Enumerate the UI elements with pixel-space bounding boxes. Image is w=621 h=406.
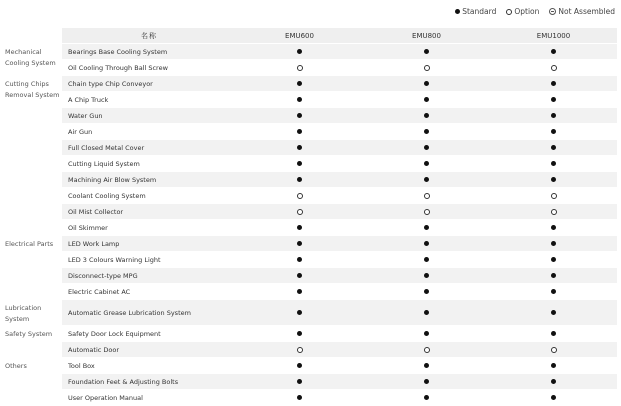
legend-standard	[455, 7, 496, 16]
feature-name: Full Closed Metal Cover	[62, 140, 236, 156]
hollow-circle-icon	[506, 9, 512, 15]
availability-cell	[363, 108, 490, 124]
availability-cell	[490, 374, 617, 390]
filled-dot-icon	[551, 145, 556, 150]
availability-cell	[363, 284, 490, 300]
filled-dot-icon	[424, 129, 429, 134]
hollow-circle-icon	[297, 193, 303, 199]
hollow-circle-icon	[424, 65, 430, 71]
availability-cell	[490, 300, 617, 326]
header-name: 名称	[62, 28, 236, 44]
filled-dot-icon	[424, 97, 429, 102]
availability-cell	[490, 204, 617, 220]
filled-dot-icon	[551, 331, 556, 336]
filled-dot-icon	[297, 49, 302, 54]
filled-dot-icon	[424, 161, 429, 166]
filled-dot-icon	[297, 113, 302, 118]
filled-dot-icon	[551, 379, 556, 384]
availability-cell	[363, 92, 490, 108]
availability-cell	[490, 92, 617, 108]
availability-cell	[236, 252, 363, 268]
header-model-emu600: EMU600	[236, 28, 363, 44]
legend-not-assembled-label: Not Assembled	[558, 7, 615, 16]
category-label: Mechanical Cooling System	[4, 44, 62, 76]
feature-name: Automatic Grease Lubrication System	[62, 300, 236, 326]
table-row	[4, 124, 617, 140]
table-row	[4, 140, 617, 156]
availability-cell	[363, 204, 490, 220]
filled-dot-icon	[297, 241, 302, 246]
filled-dot-icon	[551, 129, 556, 134]
availability-cell	[490, 60, 617, 76]
filled-dot-icon	[424, 241, 429, 246]
feature-name: Cutting Liquid System	[62, 156, 236, 172]
category-label: Safety System	[4, 326, 62, 358]
availability-cell	[236, 108, 363, 124]
legend-option	[506, 7, 539, 16]
feature-name: Oil Mist Collector	[62, 204, 236, 220]
filled-dot-icon	[551, 49, 556, 54]
feature-name: Automatic Door	[62, 342, 236, 358]
availability-cell	[236, 140, 363, 156]
legend-option-label: Option	[514, 7, 540, 16]
minus-circle-icon	[549, 8, 556, 15]
table-row	[4, 390, 617, 406]
table-row	[4, 172, 617, 188]
filled-dot-icon	[297, 97, 302, 102]
availability-cell	[363, 44, 490, 60]
availability-cell	[363, 156, 490, 172]
filled-dot-icon	[424, 310, 429, 315]
feature-name: Chain type Chip Conveyor	[62, 76, 236, 92]
table-row	[4, 236, 617, 252]
feature-name: Tool Box	[62, 358, 236, 374]
feature-name: Machining Air Blow System	[62, 172, 236, 188]
availability-cell	[236, 358, 363, 374]
availability-cell	[490, 220, 617, 236]
header-model-emu1000: EMU1000	[490, 28, 617, 44]
availability-cell	[236, 374, 363, 390]
filled-dot-icon	[424, 81, 429, 86]
filled-dot-icon	[551, 161, 556, 166]
availability-cell	[363, 252, 490, 268]
filled-dot-icon	[551, 395, 556, 400]
feature-name: LED 3 Colours Warning Light	[62, 252, 236, 268]
feature-name: Oil Skimmer	[62, 220, 236, 236]
filled-dot-icon	[424, 395, 429, 400]
table-row	[4, 220, 617, 236]
availability-cell	[236, 156, 363, 172]
hollow-circle-icon	[551, 65, 557, 71]
header-row	[4, 28, 617, 44]
availability-cell	[236, 188, 363, 204]
hollow-circle-icon	[551, 209, 557, 215]
availability-cell	[236, 284, 363, 300]
filled-dot-icon	[297, 363, 302, 368]
category-label: Lubrication System	[4, 300, 62, 326]
table-row	[4, 342, 617, 358]
availability-cell	[490, 156, 617, 172]
filled-dot-icon	[424, 177, 429, 182]
legend-not-assembled	[549, 7, 615, 16]
filled-dot-icon	[297, 129, 302, 134]
hollow-circle-icon	[551, 347, 557, 353]
filled-dot-icon	[551, 97, 556, 102]
spec-table-body	[4, 44, 617, 406]
availability-cell	[490, 252, 617, 268]
availability-cell	[490, 326, 617, 342]
filled-dot-icon	[424, 49, 429, 54]
hollow-circle-icon	[297, 65, 303, 71]
availability-cell	[363, 76, 490, 92]
availability-cell	[236, 76, 363, 92]
table-row	[4, 374, 617, 390]
table-row	[4, 188, 617, 204]
filled-dot-icon	[297, 225, 302, 230]
availability-cell	[490, 188, 617, 204]
filled-dot-icon	[297, 273, 302, 278]
table-row	[4, 44, 617, 60]
category-label: Electrical Parts	[4, 236, 62, 300]
filled-dot-icon	[297, 331, 302, 336]
availability-cell	[236, 326, 363, 342]
header-blank-cell	[4, 28, 62, 44]
category-label: Cutting Chips Removal System	[4, 76, 62, 236]
table-row	[4, 268, 617, 284]
filled-dot-icon	[551, 289, 556, 294]
hollow-circle-icon	[297, 347, 303, 353]
filled-dot-icon	[551, 273, 556, 278]
filled-dot-icon	[551, 225, 556, 230]
availability-cell	[363, 220, 490, 236]
availability-cell	[236, 268, 363, 284]
filled-dot-icon	[551, 113, 556, 118]
feature-name: Electric Cabinet AC	[62, 284, 236, 300]
availability-cell	[236, 60, 363, 76]
filled-dot-icon	[297, 257, 302, 262]
header-model-emu800: EMU800	[363, 28, 490, 44]
availability-cell	[363, 326, 490, 342]
filled-dot-icon	[424, 113, 429, 118]
availability-cell	[363, 342, 490, 358]
availability-cell	[490, 284, 617, 300]
availability-cell	[490, 172, 617, 188]
availability-cell	[363, 188, 490, 204]
filled-dot-icon	[297, 310, 302, 315]
filled-dot-icon	[551, 310, 556, 315]
table-row	[4, 358, 617, 374]
feature-name: Oil Cooling Through Ball Screw	[62, 60, 236, 76]
table-row	[4, 204, 617, 220]
filled-dot-icon	[297, 161, 302, 166]
feature-name: User Operation Manual	[62, 390, 236, 406]
availability-cell	[236, 92, 363, 108]
hollow-circle-icon	[297, 209, 303, 215]
legend	[455, 7, 615, 16]
availability-cell	[490, 124, 617, 140]
filled-dot-icon	[297, 379, 302, 384]
filled-dot-icon	[551, 257, 556, 262]
filled-dot-icon	[551, 81, 556, 86]
availability-cell	[236, 172, 363, 188]
availability-cell	[236, 220, 363, 236]
availability-cell	[363, 268, 490, 284]
availability-cell	[236, 44, 363, 60]
table-row	[4, 252, 617, 268]
table-row	[4, 60, 617, 76]
availability-cell	[363, 374, 490, 390]
feature-name: Disconnect-type MPG	[62, 268, 236, 284]
filled-dot-icon	[424, 379, 429, 384]
availability-cell	[363, 390, 490, 406]
availability-cell	[236, 204, 363, 220]
feature-name: Coolant Cooling System	[62, 188, 236, 204]
filled-dot-icon	[551, 177, 556, 182]
availability-cell	[363, 124, 490, 140]
filled-dot-icon	[297, 145, 302, 150]
hollow-circle-icon	[424, 209, 430, 215]
availability-cell	[363, 300, 490, 326]
availability-cell	[363, 140, 490, 156]
availability-cell	[490, 268, 617, 284]
filled-dot-icon	[551, 363, 556, 368]
filled-dot-icon	[424, 331, 429, 336]
availability-cell	[363, 60, 490, 76]
feature-name: A Chip Truck	[62, 92, 236, 108]
table-row	[4, 76, 617, 92]
filled-dot-icon	[297, 395, 302, 400]
legend-standard-label: Standard	[462, 7, 497, 16]
availability-cell	[363, 358, 490, 374]
filled-dot-icon	[424, 289, 429, 294]
feature-name: Safety Door Lock Equipment	[62, 326, 236, 342]
spec-table	[4, 28, 617, 406]
availability-cell	[490, 390, 617, 406]
availability-cell	[490, 342, 617, 358]
availability-cell	[363, 236, 490, 252]
filled-dot-icon	[551, 241, 556, 246]
availability-cell	[490, 358, 617, 374]
table-row	[4, 156, 617, 172]
table-row	[4, 92, 617, 108]
hollow-circle-icon	[551, 193, 557, 199]
availability-cell	[236, 236, 363, 252]
feature-name: Bearings Base Cooling System	[62, 44, 236, 60]
availability-cell	[490, 44, 617, 60]
filled-dot-icon	[424, 145, 429, 150]
filled-dot-icon	[297, 81, 302, 86]
table-row	[4, 284, 617, 300]
filled-dot-icon	[424, 363, 429, 368]
filled-dot-icon	[424, 225, 429, 230]
hollow-circle-icon	[424, 193, 430, 199]
availability-cell	[363, 172, 490, 188]
table-row	[4, 300, 617, 326]
availability-cell	[490, 108, 617, 124]
filled-dot-icon	[424, 257, 429, 262]
table-row	[4, 326, 617, 342]
filled-dot-icon	[297, 289, 302, 294]
hollow-circle-icon	[424, 347, 430, 353]
feature-name: Water Gun	[62, 108, 236, 124]
availability-cell	[490, 76, 617, 92]
feature-name: Air Gun	[62, 124, 236, 140]
availability-cell	[490, 236, 617, 252]
feature-name: Foundation Feet & Adjusting Bolts	[62, 374, 236, 390]
filled-dot-icon	[424, 273, 429, 278]
filled-dot-icon	[455, 9, 460, 14]
availability-cell	[236, 124, 363, 140]
category-label: Others	[4, 358, 62, 406]
availability-cell	[236, 342, 363, 358]
availability-cell	[236, 390, 363, 406]
availability-cell	[236, 300, 363, 326]
availability-cell	[490, 140, 617, 156]
filled-dot-icon	[297, 177, 302, 182]
table-row	[4, 108, 617, 124]
feature-name: LED Work Lamp	[62, 236, 236, 252]
